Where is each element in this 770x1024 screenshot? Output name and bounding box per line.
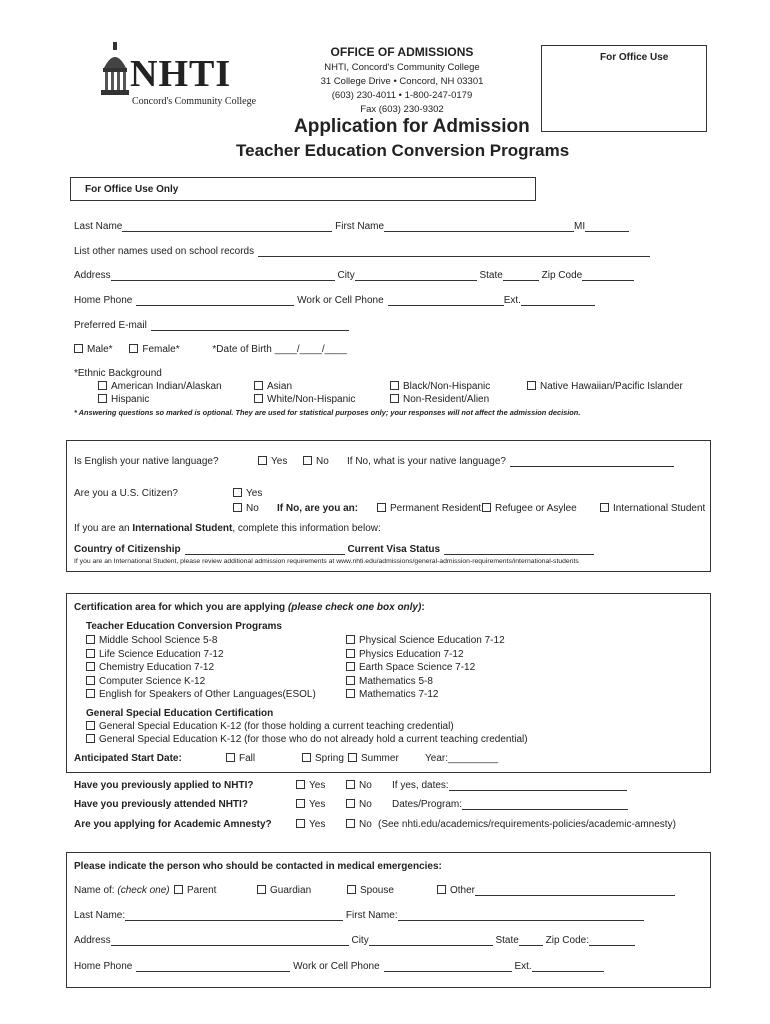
checkbox[interactable] bbox=[346, 689, 355, 698]
attended-question: Have you previously attended NHTI? bbox=[74, 799, 248, 810]
cert-option[interactable]: Middle School Science 5-8 bbox=[86, 635, 217, 646]
college-phone: (603) 230-4011 • 1-800-247-0179 bbox=[331, 90, 473, 101]
cert-option[interactable]: Computer Science K-12 bbox=[86, 676, 205, 687]
checkbox[interactable] bbox=[86, 721, 95, 730]
female-checkbox[interactable] bbox=[129, 344, 138, 353]
city-input[interactable] bbox=[355, 270, 477, 281]
address-input[interactable] bbox=[111, 270, 335, 281]
email-row bbox=[74, 320, 349, 331]
native-language-input[interactable] bbox=[510, 456, 674, 467]
sped-title: General Special Education Certification bbox=[86, 708, 274, 719]
citizen-yes[interactable]: Yes bbox=[233, 488, 262, 499]
checkbox[interactable] bbox=[348, 753, 357, 762]
checkbox[interactable] bbox=[98, 381, 107, 390]
checkbox[interactable] bbox=[346, 649, 355, 658]
checkbox[interactable] bbox=[482, 503, 491, 512]
male-label: Male* bbox=[87, 344, 113, 355]
email-label: Preferred E-mail bbox=[74, 320, 147, 331]
college-name: NHTI, Concord's Community College bbox=[324, 62, 480, 73]
amnesty-note: (See nhti.edu/academics/requirements-policies/academic-amnesty) bbox=[378, 819, 676, 830]
checkbox[interactable] bbox=[296, 819, 305, 828]
state-input[interactable] bbox=[503, 270, 539, 281]
checkbox[interactable] bbox=[296, 799, 305, 808]
dob-field[interactable]: *Date of Birth ____/____/____ bbox=[212, 344, 347, 355]
office-heading: OFFICE OF ADMISSIONS bbox=[330, 45, 474, 59]
checkbox[interactable] bbox=[98, 394, 107, 403]
checkbox[interactable] bbox=[303, 456, 312, 465]
relation-parent[interactable]: Parent bbox=[174, 885, 216, 896]
ethnic-option-white[interactable]: White/Non-Hispanic bbox=[254, 394, 355, 405]
citizen-question: Are you a U.S. Citizen? bbox=[74, 488, 178, 499]
other-names-input[interactable] bbox=[258, 246, 650, 257]
dome-building-icon bbox=[100, 42, 130, 102]
english-no[interactable]: No bbox=[303, 456, 329, 467]
ethnic-option-nonresident[interactable]: Non-Resident/Alien bbox=[390, 394, 489, 405]
international-note: If you are an International Student, please review additional admission requirements at www.nhti.edu/admissions/general-admission-requirements/international-students bbox=[74, 558, 579, 565]
visa-input[interactable] bbox=[444, 544, 594, 555]
attended-dates-input[interactable] bbox=[462, 799, 628, 810]
mi-input[interactable] bbox=[585, 221, 629, 232]
ethnic-option-asian[interactable]: Asian bbox=[254, 381, 292, 392]
amnesty-no[interactable]: No bbox=[346, 819, 372, 830]
em-ext-input[interactable] bbox=[532, 961, 604, 972]
start-year[interactable]: Year:_________ bbox=[425, 753, 499, 764]
checkbox[interactable] bbox=[527, 381, 536, 390]
checkbox[interactable] bbox=[258, 456, 267, 465]
ethnic-option-american-indian[interactable]: American Indian/Alaskan bbox=[98, 381, 222, 392]
checkbox[interactable] bbox=[302, 753, 311, 762]
attended-yes[interactable]: Yes bbox=[296, 799, 325, 810]
checkbox[interactable] bbox=[600, 503, 609, 512]
checkbox[interactable] bbox=[296, 780, 305, 789]
attended-no[interactable]: No bbox=[346, 799, 372, 810]
checkbox[interactable] bbox=[257, 885, 266, 894]
male-checkbox[interactable] bbox=[74, 344, 83, 353]
amnesty-yes[interactable]: Yes bbox=[296, 819, 325, 830]
home-phone-label: Home Phone bbox=[74, 295, 133, 306]
logo-subtitle: Concord's Community College bbox=[132, 96, 257, 107]
em-first-name-input[interactable] bbox=[398, 910, 644, 921]
address-row bbox=[74, 270, 634, 281]
status-international[interactable]: International Student bbox=[600, 503, 705, 514]
first-name-label: First Name bbox=[335, 221, 385, 232]
cert-option[interactable]: English for Speakers of Other Languages(ESOL) bbox=[86, 689, 316, 700]
em-last-name-input[interactable] bbox=[125, 910, 343, 921]
citizen-no[interactable]: No bbox=[233, 503, 259, 514]
cert-option[interactable]: Physical Science Education 7-12 bbox=[346, 635, 505, 646]
ethnic-label: *Ethnic Background bbox=[74, 368, 162, 379]
relation-guardian[interactable]: Guardian bbox=[257, 885, 311, 896]
checkbox[interactable] bbox=[390, 394, 399, 403]
checkbox[interactable] bbox=[346, 799, 355, 808]
work-phone-label: Work or Cell Phone bbox=[297, 295, 384, 306]
checkbox[interactable] bbox=[346, 635, 355, 644]
checkbox[interactable] bbox=[233, 503, 242, 512]
international-instructions: If you are an International Student, complete this information below: bbox=[74, 523, 381, 534]
country-label: Country of Citizenship bbox=[74, 544, 181, 555]
cert-option[interactable]: Earth Space Science 7-12 bbox=[346, 662, 475, 673]
logo-wordmark: NHTI bbox=[130, 53, 232, 95]
checkbox[interactable] bbox=[254, 394, 263, 403]
checkbox[interactable] bbox=[86, 649, 95, 658]
emergency-heading: Please indicate the person who should be contacted in medical emergencies: bbox=[74, 861, 442, 872]
other-names-row bbox=[74, 246, 650, 257]
checkbox[interactable] bbox=[346, 676, 355, 685]
first-name-input[interactable] bbox=[384, 221, 574, 232]
sped-option-1[interactable]: General Special Education K-12 (for those holding a current teaching credential) bbox=[86, 721, 454, 732]
checkbox[interactable] bbox=[346, 780, 355, 789]
start-summer[interactable]: Summer bbox=[348, 753, 399, 764]
cert-heading: Certification area for which you are applying (please check one box only): bbox=[74, 602, 425, 613]
checkbox[interactable] bbox=[226, 753, 235, 762]
relation-spouse[interactable]: Spouse bbox=[347, 885, 394, 896]
optional-note: * Answering questions so marked is optional. They are used for statistical purposes only; your responses will not affect the admission decision. bbox=[74, 408, 581, 417]
phone-row bbox=[74, 295, 595, 306]
cert-option[interactable]: Mathematics 5-8 bbox=[346, 676, 433, 687]
start-fall[interactable]: Fall bbox=[226, 753, 255, 764]
checkbox[interactable] bbox=[346, 662, 355, 671]
office-only-box bbox=[70, 177, 536, 201]
office-use-label: For Office Use bbox=[600, 52, 669, 63]
cert-option[interactable]: Life Science Education 7-12 bbox=[86, 649, 224, 660]
office-use-box bbox=[541, 45, 707, 132]
zip-label: Zip Code bbox=[541, 270, 583, 281]
em-work-phone-input[interactable] bbox=[384, 961, 512, 972]
checkbox[interactable] bbox=[233, 488, 242, 497]
status-refugee[interactable]: Refugee or Asylee bbox=[482, 503, 577, 514]
other-input[interactable] bbox=[475, 885, 675, 896]
checkbox[interactable] bbox=[86, 635, 95, 644]
ext-label: Ext. bbox=[503, 295, 521, 306]
applied-dates-row: If yes, dates: bbox=[392, 780, 627, 791]
em-home-phone-input[interactable] bbox=[136, 961, 290, 972]
city-label: City bbox=[337, 270, 355, 281]
ext-input[interactable] bbox=[521, 295, 595, 306]
citizenship-section bbox=[66, 440, 711, 572]
other-names-label: List other names used on school records bbox=[74, 246, 255, 257]
english-yes[interactable]: Yes bbox=[258, 456, 287, 467]
country-visa-row bbox=[74, 544, 594, 555]
logo bbox=[100, 42, 270, 110]
ethnic-option-hispanic[interactable]: Hispanic bbox=[98, 394, 149, 405]
certification-section bbox=[66, 593, 711, 773]
applied-yes[interactable]: Yes bbox=[296, 780, 325, 791]
cert-option[interactable]: Mathematics 7-12 bbox=[346, 689, 438, 700]
checkbox[interactable] bbox=[346, 819, 355, 828]
college-address: 31 College Drive • Concord, NH 03301 bbox=[320, 76, 484, 87]
status-permanent-resident[interactable]: Permanent Resident bbox=[377, 503, 481, 514]
visa-label: Current Visa Status bbox=[347, 544, 441, 555]
college-fax: Fax (603) 230-9302 bbox=[360, 104, 444, 115]
em-address-input[interactable] bbox=[111, 935, 349, 946]
relation-other[interactable]: Other bbox=[437, 885, 675, 896]
relation-label: Name of: (check one) bbox=[74, 885, 170, 896]
em-state-input[interactable] bbox=[519, 935, 543, 946]
applied-no[interactable]: No bbox=[346, 780, 372, 791]
sped-option-2[interactable]: General Special Education K-12 (for those who do not already hold a current teaching credential) bbox=[86, 734, 528, 745]
checkbox[interactable] bbox=[437, 885, 446, 894]
start-spring[interactable]: Spring bbox=[302, 753, 344, 764]
checkbox[interactable] bbox=[347, 885, 356, 894]
checkbox[interactable] bbox=[86, 689, 95, 698]
mi-label: MI bbox=[574, 221, 586, 232]
em-address-row: Address City State Zip Code: bbox=[74, 935, 635, 946]
english-question: Is English your native language? bbox=[74, 456, 219, 467]
cert-option[interactable]: Physics Education 7-12 bbox=[346, 649, 464, 660]
em-zip-input[interactable] bbox=[589, 935, 635, 946]
checkbox[interactable] bbox=[377, 503, 386, 512]
native-language-row: If No, what is your native language? bbox=[347, 456, 674, 467]
checkbox[interactable] bbox=[86, 662, 95, 671]
ethnic-option-hawaiian[interactable]: Native Hawaiian/Pacific Islander bbox=[527, 381, 683, 392]
if-no-label: If No, are you an: bbox=[277, 503, 359, 514]
email-input[interactable] bbox=[151, 320, 349, 331]
applied-question: Have you previously applied to NHTI? bbox=[74, 780, 254, 791]
home-phone-input[interactable] bbox=[136, 295, 294, 306]
last-name-label: Last Name bbox=[74, 221, 123, 232]
checkbox[interactable] bbox=[390, 381, 399, 390]
start-date-label: Anticipated Start Date: bbox=[74, 753, 182, 764]
checkbox[interactable] bbox=[86, 676, 95, 685]
country-input[interactable] bbox=[185, 544, 345, 555]
female-label: Female* bbox=[142, 344, 180, 355]
attended-dates-row: Dates/Program: bbox=[392, 799, 628, 810]
last-name-row bbox=[74, 221, 629, 232]
form-title: Application for Admission bbox=[294, 116, 530, 137]
state-label: State bbox=[479, 270, 503, 281]
gender-dob-row bbox=[74, 344, 347, 355]
cert-program-title: Teacher Education Conversion Programs bbox=[86, 621, 282, 632]
em-name-row: Last Name: First Name: bbox=[74, 910, 644, 921]
cert-option[interactable]: Chemistry Education 7-12 bbox=[86, 662, 214, 673]
office-only-label: For Office Use Only bbox=[85, 184, 179, 195]
em-city-input[interactable] bbox=[369, 935, 493, 946]
emergency-section bbox=[66, 852, 711, 988]
zip-input[interactable] bbox=[582, 270, 634, 281]
last-name-input[interactable] bbox=[122, 221, 332, 232]
work-phone-input[interactable] bbox=[388, 295, 504, 306]
ethnic-option-black[interactable]: Black/Non-Hispanic bbox=[390, 381, 490, 392]
address-label: Address bbox=[74, 270, 111, 281]
checkbox[interactable] bbox=[174, 885, 183, 894]
checkbox[interactable] bbox=[254, 381, 263, 390]
form-subtitle: Teacher Education Conversion Programs bbox=[236, 141, 570, 160]
applied-dates-input[interactable] bbox=[449, 780, 627, 791]
checkbox[interactable] bbox=[86, 734, 95, 743]
em-phone-row: Home Phone Work or Cell Phone Ext. bbox=[74, 961, 604, 972]
amnesty-question: Are you applying for Academic Amnesty? bbox=[74, 819, 272, 830]
